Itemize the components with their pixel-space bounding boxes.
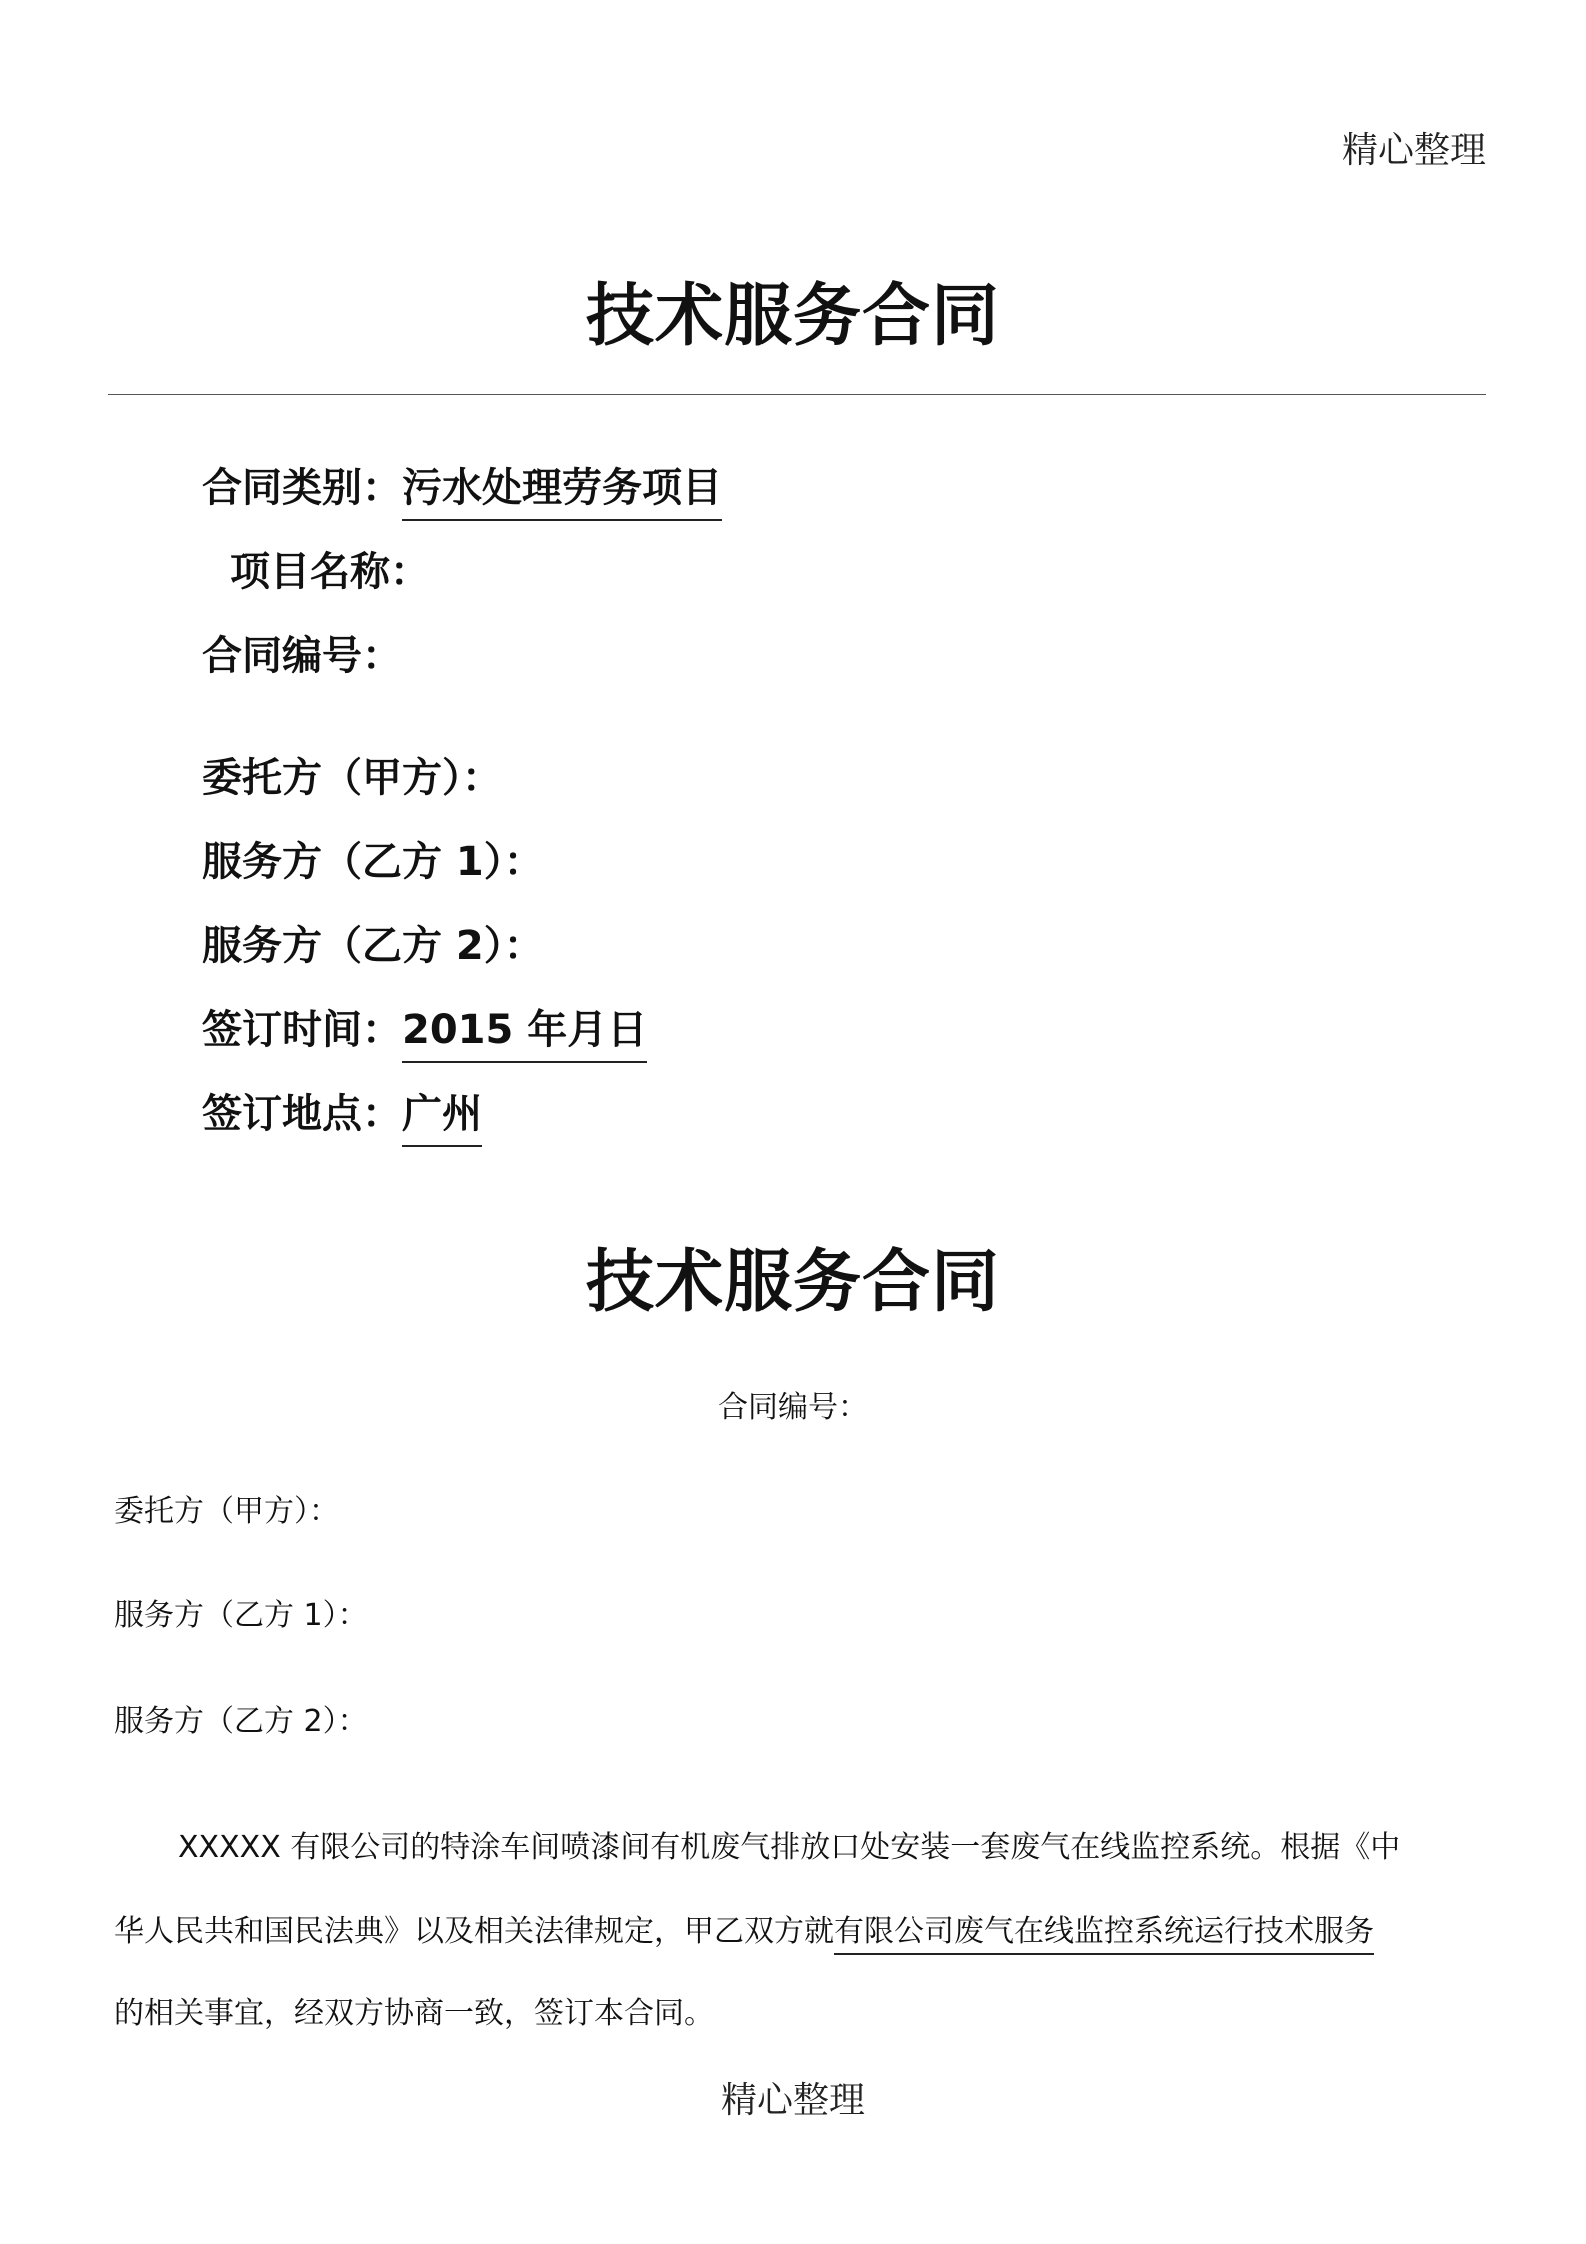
cover-title: 技术服务合同 bbox=[585, 277, 1000, 356]
sign-time-value: 2015 年月日 bbox=[402, 998, 647, 1063]
sign-time-label: 签订时间： bbox=[202, 1007, 402, 1053]
cover-party-a-label: 委托方（甲方）： bbox=[202, 755, 502, 801]
para-line-3: 的相关事宜，经双方协商一致，签订本合同。 bbox=[114, 1996, 714, 2031]
body-contract-no: 合同编号： bbox=[718, 1390, 868, 1425]
para-line-2 bbox=[114, 1906, 1484, 1950]
cover-sign-time-row bbox=[202, 998, 647, 1063]
para-line-2-text: 华人民共和国民法典》以及相关法律规定，甲乙双方就 bbox=[114, 1914, 834, 1949]
cover-sign-place-row bbox=[202, 1082, 482, 1147]
header-note: 精心整理 bbox=[1341, 130, 1486, 171]
project-name-label: 项目名称： bbox=[230, 549, 430, 595]
category-value: 污水处理劳务项目 bbox=[402, 456, 722, 521]
para-underlined-service: 有限公司废气在线监控系统运行技术服务 bbox=[834, 1914, 1374, 1955]
body-party-a: 委托方（甲方）： bbox=[114, 1494, 339, 1529]
cover-party-b1-label: 服务方（乙方 1）： bbox=[202, 839, 544, 885]
body-party-b1: 服务方（乙方 1）： bbox=[114, 1598, 368, 1633]
para-line-1 bbox=[114, 1822, 1484, 1866]
body-party-b2: 服务方（乙方 2）： bbox=[114, 1704, 368, 1739]
category-label: 合同类别： bbox=[202, 465, 402, 511]
footer-note: 精心整理 bbox=[720, 2080, 865, 2121]
cover-category-row bbox=[202, 456, 722, 521]
title-divider bbox=[108, 394, 1486, 395]
sign-place-value: 广州 bbox=[402, 1082, 482, 1147]
cover-contract-no-label: 合同编号： bbox=[202, 633, 402, 679]
sign-place-label: 签订地点： bbox=[202, 1091, 402, 1137]
cover-party-b2-label: 服务方（乙方 2）： bbox=[202, 923, 544, 969]
para-line-1-text: XXXXX 有限公司的特涂车间喷漆间有机废气排放口处安装一套废气在线监控系统。根据《中 bbox=[178, 1830, 1401, 1865]
body-title: 技术服务合同 bbox=[585, 1243, 1000, 1322]
